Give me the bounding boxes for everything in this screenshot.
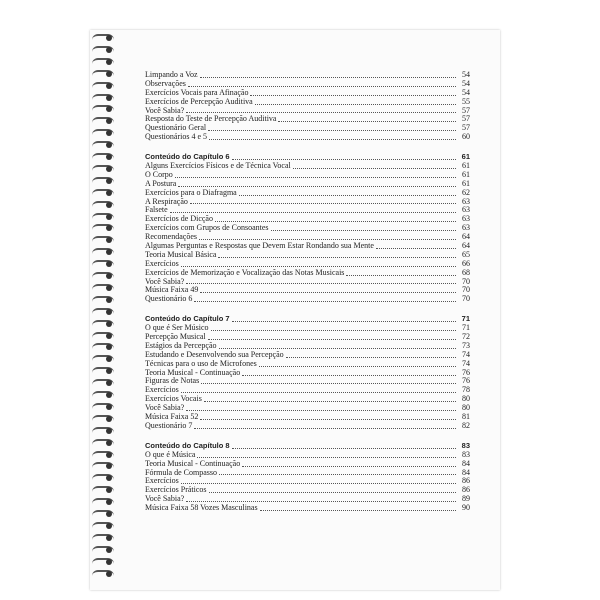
entry-page-number: 57 [462, 123, 470, 133]
toc-section [145, 153, 470, 304]
entry-page-number: 84 [462, 467, 470, 477]
entry-title: Exercícios [145, 385, 179, 395]
entry-title: O que é Música [145, 449, 196, 459]
spiral-coil [92, 570, 114, 577]
toc-entry [145, 413, 470, 422]
dot-leader [194, 428, 456, 429]
spiral-coil [92, 355, 114, 362]
dot-leader [232, 159, 456, 160]
entry-page-number: 61 [462, 178, 470, 188]
entry-title: Exercícios Práticos [145, 485, 207, 495]
toc-entry [145, 469, 470, 478]
spiral-coil [92, 403, 114, 410]
entry-title: Fórmula de Compasso [145, 467, 217, 477]
entry-page-number: 89 [462, 494, 470, 504]
entry-page-number: 61 [462, 169, 470, 179]
toc-entry [145, 486, 470, 495]
dot-leader [200, 77, 456, 78]
entry-title: Exercícios [145, 258, 179, 268]
entry-title: Alguns Exercícios Físicos e de Técnica Vocal [145, 161, 291, 170]
entry-page-number: 54 [462, 78, 470, 88]
entry-title: Teoria Musical Básica [145, 249, 217, 259]
entry-page-number: 68 [462, 267, 470, 277]
entry-title: O Corpo [145, 169, 173, 179]
dot-leader [239, 195, 456, 196]
toc-entry [145, 378, 470, 387]
toc-entry [145, 269, 470, 278]
chapter-page-number: 71 [461, 314, 470, 324]
entry-page-number: 81 [462, 412, 470, 422]
dot-leader [271, 230, 456, 231]
spiral-coil [92, 189, 114, 196]
entry-title: Algumas Perguntas e Respostas que Devem Estar Rondando sua Mente [145, 241, 374, 251]
entry-title: A Postura [145, 178, 177, 188]
spiral-coil [92, 546, 114, 553]
spiral-coil [92, 534, 114, 541]
spiral-coil [92, 427, 114, 434]
spiral-coil [92, 332, 114, 339]
spiral-coil [92, 308, 114, 315]
dot-leader [204, 401, 456, 402]
dot-leader [293, 168, 456, 169]
chapter-title: Conteúdo do Capítulo 6 [145, 152, 230, 162]
entry-title: A Respiração [145, 196, 188, 206]
spiral-coil [92, 165, 114, 172]
entry-page-number: 86 [462, 485, 470, 495]
toc-entry [145, 162, 470, 171]
spiral-coil [92, 415, 114, 422]
toc-entry [145, 133, 470, 142]
dot-leader [190, 203, 456, 204]
toc-entry [145, 422, 470, 431]
spiral-coil [92, 58, 114, 65]
entry-title: Música Faixa 49 [145, 285, 199, 295]
spiral-coil [92, 117, 114, 124]
dot-leader [218, 257, 456, 258]
spiral-coil [92, 260, 114, 267]
entry-page-number: 63 [462, 205, 470, 215]
entry-title: Exercícios Vocais [145, 394, 202, 404]
toc-entry [145, 395, 470, 404]
table-of-contents [145, 71, 470, 524]
dot-leader [186, 112, 456, 113]
entry-title: Percepção Musical [145, 332, 206, 342]
dot-leader [250, 95, 456, 96]
entry-title: Observações [145, 78, 186, 88]
entry-page-number: 63 [462, 196, 470, 206]
dot-leader [178, 186, 456, 187]
toc-entry [145, 189, 470, 198]
dot-leader [170, 212, 456, 213]
entry-page-number: 74 [462, 349, 470, 359]
dot-leader [200, 419, 456, 420]
dot-leader [201, 383, 456, 384]
entry-page-number: 54 [462, 69, 470, 79]
entry-title: Exercícios de Memorização e Vocalização das Notas Musicais [145, 267, 345, 277]
entry-page-number: 82 [462, 420, 470, 430]
dot-leader [181, 483, 456, 484]
toc-entry [145, 286, 470, 295]
spiral-coil [92, 296, 114, 303]
spiral-coil [92, 70, 114, 77]
toc-section [145, 315, 470, 431]
toc-section [145, 71, 470, 142]
spiral-coil [92, 177, 114, 184]
spiral-coil [92, 367, 114, 374]
dot-leader [232, 448, 456, 449]
entry-title: Exercícios para o Diafragma [145, 187, 237, 197]
entry-title: Recomendações [145, 232, 197, 242]
spiral-coil [92, 558, 114, 565]
entry-page-number: 60 [462, 132, 470, 142]
entry-title: Teoria Musical - Continuação [145, 367, 241, 377]
entry-title: Exercícios de Dicção [145, 214, 213, 224]
spiral-coil [92, 201, 114, 208]
entry-page-number: 61 [462, 161, 470, 170]
entry-page-number: 57 [462, 114, 470, 124]
spiral-coil [92, 284, 114, 291]
dot-leader [242, 466, 456, 467]
entry-page-number: 54 [462, 87, 470, 97]
dot-leader [199, 239, 456, 240]
entry-title: Questionários 4 e 5 [145, 132, 207, 142]
entry-title: Você Sabia? [145, 494, 185, 504]
entry-page-number: 65 [462, 249, 470, 259]
spiral-coil [92, 320, 114, 327]
entry-page-number: 66 [462, 258, 470, 268]
dot-leader [186, 410, 456, 411]
spiral-coil [92, 486, 114, 493]
dot-leader [175, 177, 456, 178]
dot-leader [186, 283, 456, 284]
entry-page-number: 74 [462, 358, 470, 368]
chapter-title: Conteúdo do Capítulo 8 [145, 440, 230, 450]
entry-page-number: 57 [462, 105, 470, 115]
dot-leader [259, 366, 456, 367]
entry-page-number: 62 [462, 187, 470, 197]
dot-leader [376, 248, 456, 249]
entry-title: O que é Ser Músico [145, 323, 209, 333]
spiral-coil [92, 129, 114, 136]
spiral-coil [92, 272, 114, 279]
entry-page-number: 86 [462, 476, 470, 486]
dot-leader [215, 221, 456, 222]
spiral-coil [92, 236, 114, 243]
toc-entry [145, 198, 470, 207]
toc-entry [145, 71, 470, 80]
spiral-coil [92, 343, 114, 350]
entry-page-number: 71 [462, 323, 470, 333]
spiral-coil [92, 224, 114, 231]
dot-leader [219, 474, 456, 475]
spiral-coil [92, 391, 114, 398]
dot-leader [194, 301, 456, 302]
dot-leader [209, 139, 456, 140]
dot-leader [181, 266, 456, 267]
entry-page-number: 84 [462, 458, 470, 468]
spiral-coil [92, 141, 114, 148]
spiral-coil [92, 462, 114, 469]
entry-page-number: 63 [462, 214, 470, 224]
chapter-page-number: 83 [461, 440, 470, 450]
dot-leader [186, 501, 456, 502]
entry-page-number: 64 [462, 232, 470, 242]
toc-entry [145, 251, 470, 260]
dot-leader [232, 321, 456, 322]
dot-leader [255, 104, 456, 105]
toc-entry [145, 98, 470, 107]
entry-page-number: 80 [462, 403, 470, 413]
dot-leader [278, 121, 456, 122]
dot-leader [181, 392, 456, 393]
entry-title: Música Faixa 58 Vozes Masculinas [145, 503, 258, 513]
toc-entry [145, 171, 470, 180]
dot-leader [208, 130, 456, 131]
spiral-binding [92, 34, 118, 584]
entry-title: Limpando a Voz [145, 69, 198, 79]
entry-page-number: 76 [462, 376, 470, 386]
spiral-coil [92, 153, 114, 160]
spiral-coil [92, 248, 114, 255]
entry-page-number: 76 [462, 367, 470, 377]
entry-title: Você Sabia? [145, 105, 185, 115]
spiral-coil [92, 451, 114, 458]
spiral-coil [92, 522, 114, 529]
entry-page-number: 72 [462, 332, 470, 342]
spiral-coil [92, 439, 114, 446]
dot-leader [286, 357, 456, 358]
dot-leader [242, 375, 456, 376]
entry-title: Estágios da Percepção [145, 340, 217, 350]
spiral-coil [92, 379, 114, 386]
entry-page-number: 90 [462, 503, 470, 513]
entry-title: Exercícios com Grupos de Consoantes [145, 223, 269, 233]
entry-title: Resposta do Teste de Percepção Auditiva [145, 114, 277, 124]
entry-page-number: 78 [462, 385, 470, 395]
entry-page-number: 83 [462, 449, 470, 459]
dot-leader [188, 86, 456, 87]
entry-title: Exercícios [145, 476, 179, 486]
chapter-page-number: 61 [461, 152, 470, 162]
spiral-coil [92, 510, 114, 517]
spiral-coil [92, 94, 114, 101]
dot-leader [197, 457, 456, 458]
entry-title: Questionário Geral [145, 123, 207, 133]
dot-leader [208, 339, 456, 340]
entry-title: Exercícios de Percepção Auditiva [145, 96, 253, 106]
entry-title: Exercícios Vocais para Afinação [145, 87, 249, 97]
dot-leader [211, 330, 456, 331]
entry-title: Estudando e Desenvolvendo sua Percepção [145, 349, 284, 359]
entry-page-number: 63 [462, 223, 470, 233]
entry-title: Teoria Musical - Continuação [145, 458, 241, 468]
spiral-coil [92, 105, 114, 112]
entry-page-number: 55 [462, 96, 470, 106]
dot-leader [260, 510, 456, 511]
entry-page-number: 70 [462, 294, 470, 304]
entry-title: Questionário 6 [145, 294, 193, 304]
entry-page-number: 70 [462, 285, 470, 295]
entry-title: Questionário 7 [145, 420, 193, 430]
entry-page-number: 73 [462, 340, 470, 350]
toc-section [145, 442, 470, 513]
spiral-coil [92, 498, 114, 505]
entry-title: Você Sabia? [145, 403, 185, 413]
dot-leader [209, 492, 456, 493]
entry-page-number: 64 [462, 241, 470, 251]
spiral-coil [92, 34, 114, 41]
toc-entry [145, 295, 470, 304]
entry-title: Você Sabia? [145, 276, 185, 286]
dot-leader [346, 275, 456, 276]
spiral-coil [92, 46, 114, 53]
spiral-coil [92, 474, 114, 481]
entry-page-number: 80 [462, 394, 470, 404]
dot-leader [200, 292, 456, 293]
spiral-coil [92, 82, 114, 89]
toc-entry [145, 504, 470, 513]
dot-leader [219, 348, 456, 349]
entry-title: Música Faixa 52 [145, 412, 199, 422]
spiral-coil [92, 213, 114, 220]
chapter-title: Conteúdo do Capítulo 7 [145, 314, 230, 324]
entry-title: Figuras de Notas [145, 376, 200, 386]
entry-title: Falsete [145, 205, 168, 215]
entry-page-number: 70 [462, 276, 470, 286]
entry-title: Técnicas para o uso de Microfones [145, 358, 257, 368]
